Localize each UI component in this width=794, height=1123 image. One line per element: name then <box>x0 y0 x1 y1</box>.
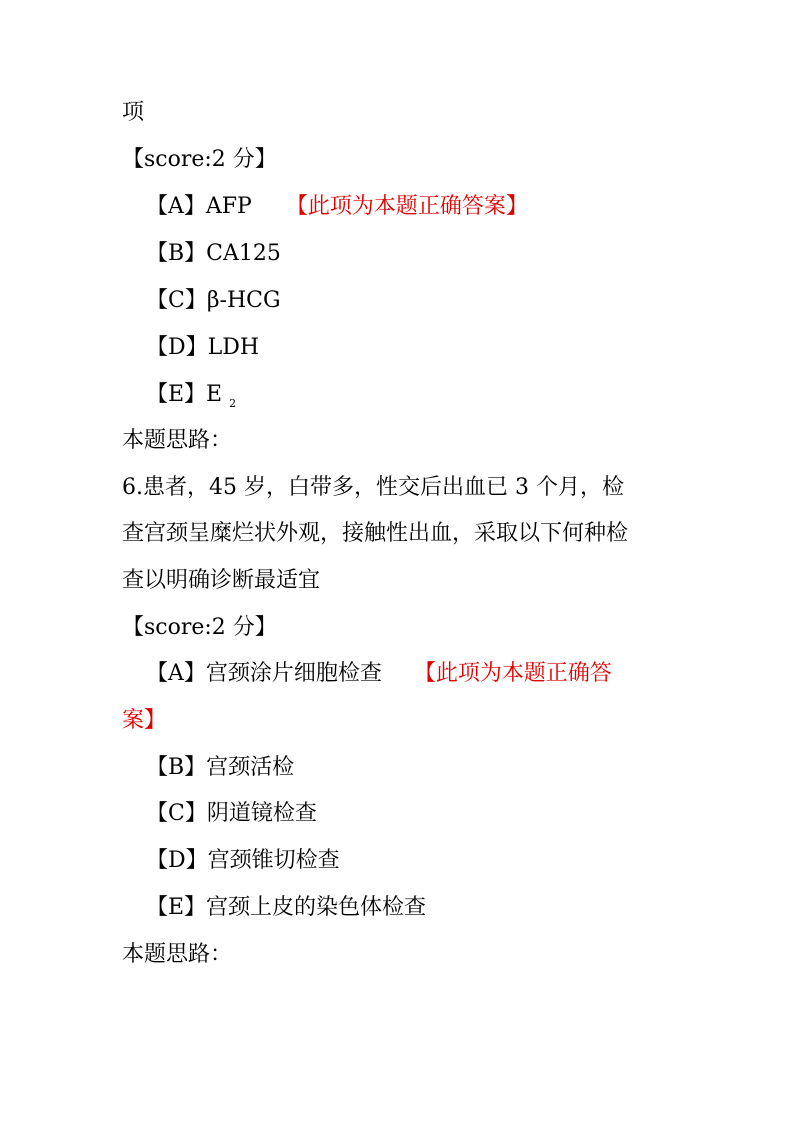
score-label: 【score:2 分】 <box>122 147 277 172</box>
explanation-label: 本题思路： <box>122 428 233 453</box>
option-b: 【B】宫颈活检 <box>146 755 295 780</box>
question-stem-line-2: 查宫颈呈糜烂状外观，接触性出血，采取以下何种检 <box>122 521 629 546</box>
option-a-label: 【A】宫颈涂片细胞检查 <box>146 661 382 686</box>
score-label: 【score:2 分】 <box>122 615 277 640</box>
option-d: 【D】宫颈锥切检查 <box>146 848 340 873</box>
option-e-label: 【E】E <box>146 382 223 407</box>
option-e <box>146 380 236 419</box>
question-stem-line-3: 查以明确诊断最适宜 <box>122 568 321 593</box>
option-e: 【E】宫颈上皮的染色体检查 <box>146 895 427 920</box>
option-e-subscript: 2 <box>229 397 237 410</box>
correct-answer-mark: 【此项为本题正确答案】 <box>285 194 528 219</box>
correct-answer-mark-continued: 案】 <box>122 708 167 733</box>
question-stem-line-1: 6.患者，45 岁，白带多，性交后出血已 3 个月，检 <box>122 475 624 500</box>
correct-answer-mark: 【此项为本题正确答 <box>413 661 612 686</box>
option-c: 【C】阴道镜检查 <box>146 801 317 826</box>
option-b: 【B】CA125 <box>146 241 281 266</box>
option-a <box>146 192 528 222</box>
option-c: 【C】β-HCG <box>146 288 281 313</box>
option-a <box>146 659 612 689</box>
option-d: 【D】LDH <box>146 335 260 360</box>
option-a-label: 【A】AFP <box>146 194 252 219</box>
explanation-label: 本题思路： <box>122 942 233 967</box>
question-stem-tail: 项 <box>122 100 145 125</box>
